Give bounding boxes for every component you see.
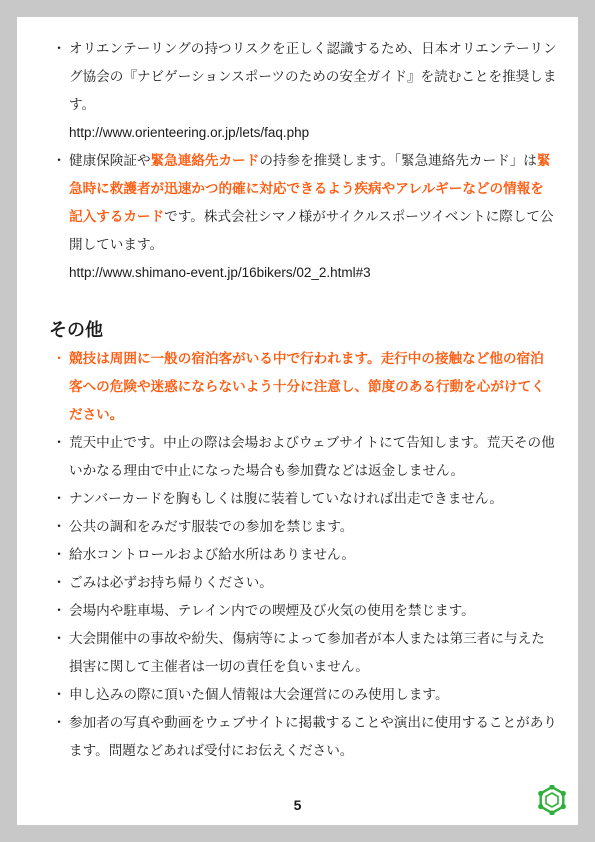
link-url[interactable]: http://www.shimano-event.jp/16bikers/02_2.html#3 (69, 265, 371, 280)
list-item-text: 競技は周囲に一般の宿泊客がいる中で行われます。走行中の接触など他の宿泊客への危険や迷惑にならないよう十分に注意し、節度のある行動を心がけてください。 (69, 351, 545, 423)
bullet: ・ (52, 41, 66, 57)
highlighted-text: 緊急連絡先カード (150, 153, 260, 169)
list-item (52, 485, 557, 513)
list-item (52, 541, 557, 569)
list-item-emergency-card (52, 147, 557, 287)
hexagon-logo-icon (537, 785, 567, 815)
bullet: ・ (52, 547, 66, 563)
bullet: ・ (52, 153, 66, 169)
list-item (52, 709, 557, 765)
list-item-text: オリエンテーリングの持つリスクを正しく認識するため、日本オリエンテーリング協会の『ナビゲーションスポーツのための安全ガイド』を読むことを推奨します。 (69, 41, 557, 113)
link-url[interactable]: http://www.orienteering.or.jp/lets/faq.php (69, 125, 310, 140)
list-item-text: 荒天中止です。中止の際は会場およびウェブサイトにて告知します。荒天その他いかなる理由で中止になった場合も参加費などは返金しません。 (69, 435, 555, 479)
highlighted-text: 緊急時に救護者が迅速かつ的確に対応できるよう疾病やアレルギーなどの情報を記入するカード (69, 153, 551, 225)
list-item (52, 625, 557, 681)
section-heading: その他 (49, 320, 103, 341)
bullet: ・ (52, 687, 66, 703)
list-item-text: 給水コントロールおよび給水所はありません。 (69, 547, 356, 563)
list-item-text: 大会開催中の事故や紛失、傷病等によって参加者が本人または第三者に与えた損害に関して主催者は一切の責任を負いません。 (69, 631, 545, 675)
list-item (52, 429, 557, 485)
bullet: ・ (52, 351, 66, 367)
bullet: ・ (52, 519, 66, 535)
bullet: ・ (52, 715, 66, 731)
document-page (17, 17, 578, 825)
page-number: 5 (293, 797, 302, 813)
text-segment: 健康保険証や (69, 153, 151, 169)
list-item-text: 会場内や駐車場、テレイン内での喫煙及び火気の使用を禁じます。 (69, 603, 475, 619)
list-item (52, 569, 557, 597)
bullet: ・ (52, 491, 66, 507)
bullet: ・ (52, 435, 66, 451)
list-item-text: ごみは必ずお持ち帰りください。 (69, 575, 273, 591)
bullet: ・ (52, 575, 66, 591)
list-item (52, 681, 557, 709)
text-segment: です。株式会社シマノ様がサイクルスポーツイベントに際して公開しています。 (69, 209, 554, 253)
bullet: ・ (52, 631, 66, 647)
list-item (52, 345, 557, 429)
list-item-text: 公共の調和をみだす服装での参加を禁じます。 (69, 519, 354, 535)
list-item-text: ナンバーカードを胸もしくは腹に装着していなければ出走できません。 (69, 491, 503, 507)
list-item-text (69, 147, 557, 259)
list-item (52, 597, 557, 625)
list-item-text: 申し込みの際に頂いた個人情報は大会運営にのみ使用します。 (69, 687, 449, 703)
list-item (52, 513, 557, 541)
bullet: ・ (52, 603, 66, 619)
list-item-safety-guide (52, 35, 557, 147)
text-segment: の持参を推奨します。「緊急連絡先カード」は (259, 153, 537, 169)
list-item-text: 参加者の写真や動画をウェブサイトに掲載することや演出に使用することがあります。問題などあれば受付にお伝えください。 (69, 715, 557, 759)
